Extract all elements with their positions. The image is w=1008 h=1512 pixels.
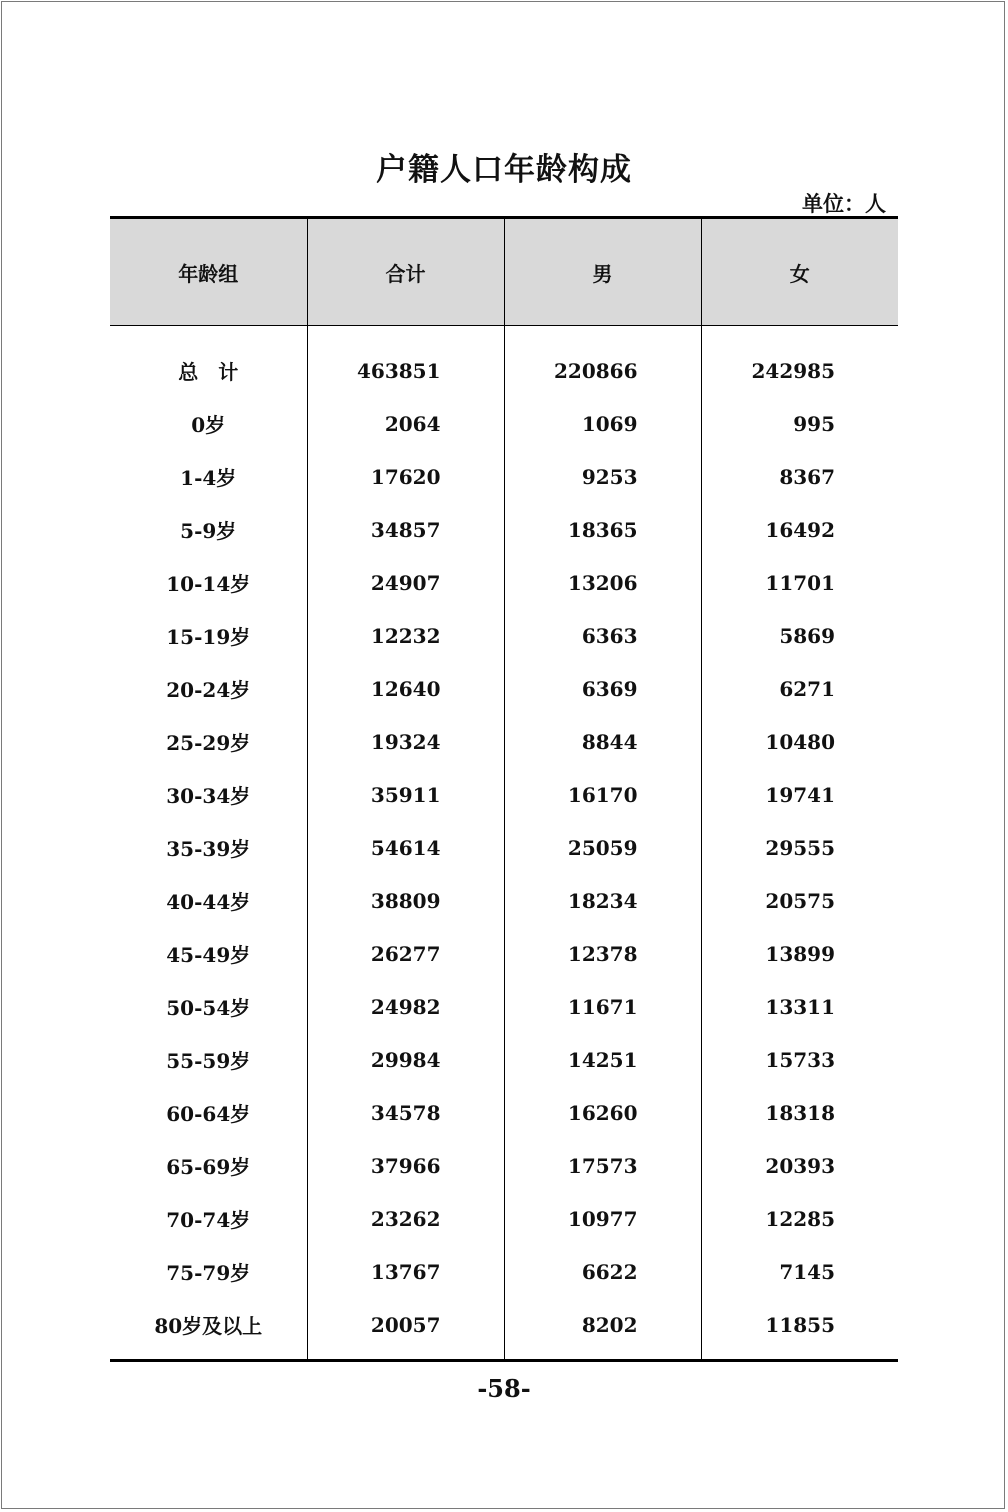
cell-female: 8367: [701, 450, 898, 503]
cell-female: 6271: [701, 662, 898, 715]
cell-male: 17573: [504, 1139, 701, 1192]
cell-age-group: 45-49岁: [166, 943, 251, 967]
table-row: [110, 556, 898, 609]
cell-female: 242985: [701, 326, 898, 398]
table-row: [110, 1245, 898, 1298]
cell-age-group: 15-19岁: [166, 625, 251, 649]
cell-total: 35911: [307, 768, 504, 821]
cell-total: 12640: [307, 662, 504, 715]
header-total: 合计: [307, 218, 504, 326]
cell-total: 17620: [307, 450, 504, 503]
cell-male: 220866: [504, 326, 701, 398]
cell-male: 18365: [504, 503, 701, 556]
cell-female: 7145: [701, 1245, 898, 1298]
cell-female: 20393: [701, 1139, 898, 1192]
table-row: [110, 1192, 898, 1245]
cell-male: 12378: [504, 927, 701, 980]
cell-male: 1069: [504, 397, 701, 450]
cell-female: 15733: [701, 1033, 898, 1086]
cell-age-group: 25-29岁: [166, 731, 251, 755]
table-row: [110, 715, 898, 768]
table-row: [110, 980, 898, 1033]
table-row: [110, 609, 898, 662]
cell-female: 13311: [701, 980, 898, 1033]
cell-male: 8202: [504, 1298, 701, 1361]
cell-age-group: 55-59岁: [166, 1049, 251, 1073]
table-body: [110, 326, 898, 1361]
cell-male: 6369: [504, 662, 701, 715]
table-row: [110, 768, 898, 821]
cell-total: 37966: [307, 1139, 504, 1192]
cell-total: 34578: [307, 1086, 504, 1139]
table-row: [110, 821, 898, 874]
cell-male: 18234: [504, 874, 701, 927]
table-row: [110, 1086, 898, 1139]
cell-female: 11855: [701, 1298, 898, 1361]
cell-age-group: 20-24岁: [166, 678, 251, 702]
cell-total: 38809: [307, 874, 504, 927]
cell-female: 29555: [701, 821, 898, 874]
cell-female: 18318: [701, 1086, 898, 1139]
cell-age-group: 0岁: [191, 413, 226, 437]
header-female: 女: [701, 218, 898, 326]
table-row: [110, 503, 898, 556]
cell-female: 11701: [701, 556, 898, 609]
cell-age-group: 75-79岁: [166, 1261, 251, 1285]
cell-male: 10977: [504, 1192, 701, 1245]
cell-female: 19741: [701, 768, 898, 821]
table-row: [110, 927, 898, 980]
cell-female: 5869: [701, 609, 898, 662]
cell-total: 54614: [307, 821, 504, 874]
cell-age-group: 5-9岁: [180, 519, 237, 543]
cell-male: 8844: [504, 715, 701, 768]
cell-age-group: 1-4岁: [180, 466, 237, 490]
cell-male: 9253: [504, 450, 701, 503]
population-age-table: [110, 216, 898, 1362]
cell-total: 19324: [307, 715, 504, 768]
page-title: 户籍人口年龄构成: [376, 152, 632, 188]
cell-total: 2064: [307, 397, 504, 450]
cell-age-group: 总 计: [178, 360, 239, 384]
cell-total: 12232: [307, 609, 504, 662]
data-table: [110, 216, 898, 1362]
page-number: -58-: [477, 1374, 531, 1403]
cell-total: 26277: [307, 927, 504, 980]
table-row: [110, 1298, 898, 1361]
table-row: [110, 450, 898, 503]
cell-total: 34857: [307, 503, 504, 556]
table-row: [110, 874, 898, 927]
table-row: [110, 1139, 898, 1192]
cell-male: 16260: [504, 1086, 701, 1139]
header-age-group: 年龄组: [110, 218, 307, 326]
cell-male: 11671: [504, 980, 701, 1033]
cell-total: 20057: [307, 1298, 504, 1361]
cell-male: 13206: [504, 556, 701, 609]
cell-female: 10480: [701, 715, 898, 768]
table-row: [110, 662, 898, 715]
cell-age-group: 50-54岁: [166, 996, 251, 1020]
unit-label: 单位：人: [802, 192, 886, 216]
cell-male: 6363: [504, 609, 701, 662]
cell-age-group: 60-64岁: [166, 1102, 251, 1126]
cell-female: 16492: [701, 503, 898, 556]
cell-female: 20575: [701, 874, 898, 927]
cell-age-group: 10-14岁: [166, 572, 251, 596]
cell-age-group: 65-69岁: [166, 1155, 251, 1179]
table-row: [110, 1033, 898, 1086]
cell-age-group: 30-34岁: [166, 784, 251, 808]
cell-male: 16170: [504, 768, 701, 821]
cell-age-group: 35-39岁: [166, 837, 251, 861]
cell-age-group: 40-44岁: [166, 890, 251, 914]
cell-male: 14251: [504, 1033, 701, 1086]
cell-female: 13899: [701, 927, 898, 980]
cell-male: 25059: [504, 821, 701, 874]
cell-total: 23262: [307, 1192, 504, 1245]
cell-total: 13767: [307, 1245, 504, 1298]
cell-total: 29984: [307, 1033, 504, 1086]
cell-total: 463851: [307, 326, 504, 398]
cell-total: 24982: [307, 980, 504, 1033]
table-row: [110, 397, 898, 450]
cell-female: 995: [701, 397, 898, 450]
header-row: [110, 218, 898, 326]
table-row: [110, 326, 898, 398]
header-male: 男: [504, 218, 701, 326]
cell-female: 12285: [701, 1192, 898, 1245]
cell-total: 24907: [307, 556, 504, 609]
cell-male: 6622: [504, 1245, 701, 1298]
cell-age-group: 80岁及以上: [110, 1298, 307, 1361]
cell-age-group: 70-74岁: [166, 1208, 251, 1232]
